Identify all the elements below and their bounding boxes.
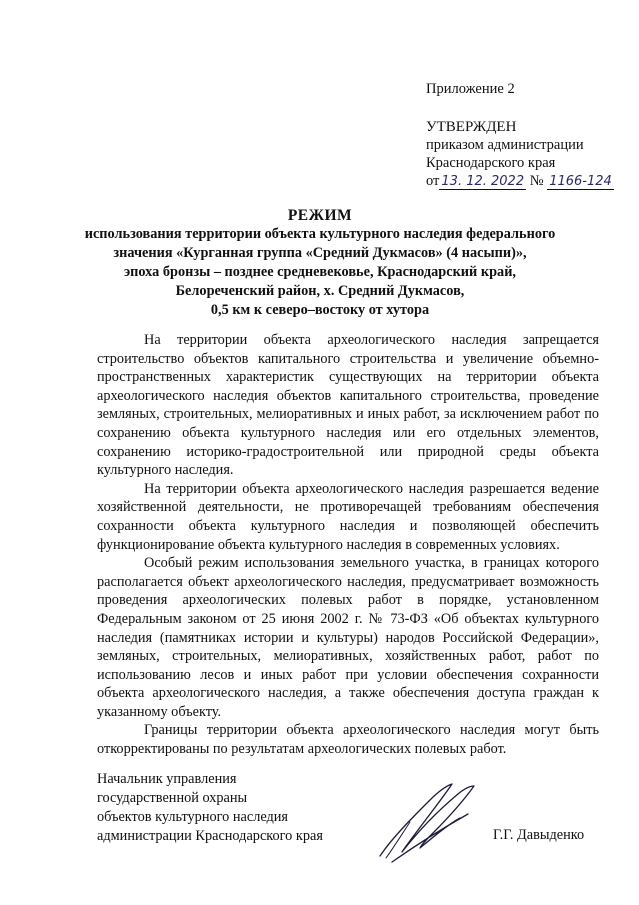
approval-block xyxy=(426,80,626,191)
paragraph-permissions: На территории объекта археологического наследия разрешается ведение хозяйственной деятельности, не противоречащей требованиям обеспечения сохранности объекта культурного наследия и позволяющей обеспечить функционирование объекта культурного наследия в современных условиях. xyxy=(97,480,599,553)
title-line-4: Белореченский район, х. Средний Дукмасов, xyxy=(175,283,465,299)
signatory-line-2: государственной охраны xyxy=(97,790,248,806)
title-line-5: 0,5 км к северо–востоку от хутора xyxy=(210,302,430,318)
approved-label: УТВЕРЖДЕН xyxy=(426,119,517,135)
signatory-title xyxy=(97,770,323,846)
signatory-line-1: Начальник управления xyxy=(97,771,237,787)
document-body xyxy=(97,331,599,759)
document-title: РЕЖИМ xyxy=(287,207,353,224)
signatory-name: Г.Г. Давыденко xyxy=(493,827,585,843)
title-line-3: эпоха бронзы – позднее средневековье, Краснодарский край, xyxy=(123,264,517,280)
handwritten-number: 1166-124 xyxy=(549,174,612,189)
appendix-label: Приложение 2 xyxy=(426,81,515,97)
title-line-2: значения «Курганная группа «Средний Дукмасов» (4 насыпи)», xyxy=(113,245,527,261)
title-line-1: использования территории объекта культурного наследия федерального xyxy=(84,226,556,242)
approval-line-2: Краснодарского края xyxy=(426,155,556,171)
handwritten-signature-icon xyxy=(372,778,482,868)
signatory-line-3: объектов культурного наследия xyxy=(97,809,288,825)
number-prefix: № xyxy=(529,173,544,189)
signatory-line-4: администрации Краснодарского края xyxy=(97,828,323,844)
date-prefix: от xyxy=(426,173,440,189)
approval-line-1: приказом администрации xyxy=(426,137,584,153)
handwritten-date: 13. 12. 2022 xyxy=(441,174,525,189)
approval-date-line xyxy=(426,172,626,191)
paragraph-boundaries: Границы территории объекта археологического наследия могут быть откорректированы по результатам археологических полевых работ. xyxy=(97,722,599,758)
document-title-block xyxy=(60,206,580,320)
paragraph-prohibitions: На территории объекта археологического наследия запрещается строительство объектов капитального строительства и увеличение объемно-пространственных характеристик существующих на территории объекта археологического наследия объектов капитального строительства, проведение земляных, строительных, мелиоративных и иных работ, за исключением работ по сохранению объекта культурного наследия или его отдельных элементов, сохранению историко-градостроительной или природной среды объекта культурного наследия. xyxy=(97,332,599,479)
paragraph-special-regime: Особый режим использования земельного участка, в границах которого располагается объект археологического наследия, предусматривает возможность проведения археологических полевых работ в порядке, установленном Федеральным законом от 25 июня 2002 г. № 73-ФЗ «Об объектах культурного наследия (памятниках истории и культуры) народов Российской Федерации», земляных, строительных, мелиоративных, хозяйственных работ, работ по использованию лесов и иных работ при условии обеспечения сохранности объекта археологического наследия, а также обеспечения доступа граждан к указанному объекту. xyxy=(97,555,599,720)
